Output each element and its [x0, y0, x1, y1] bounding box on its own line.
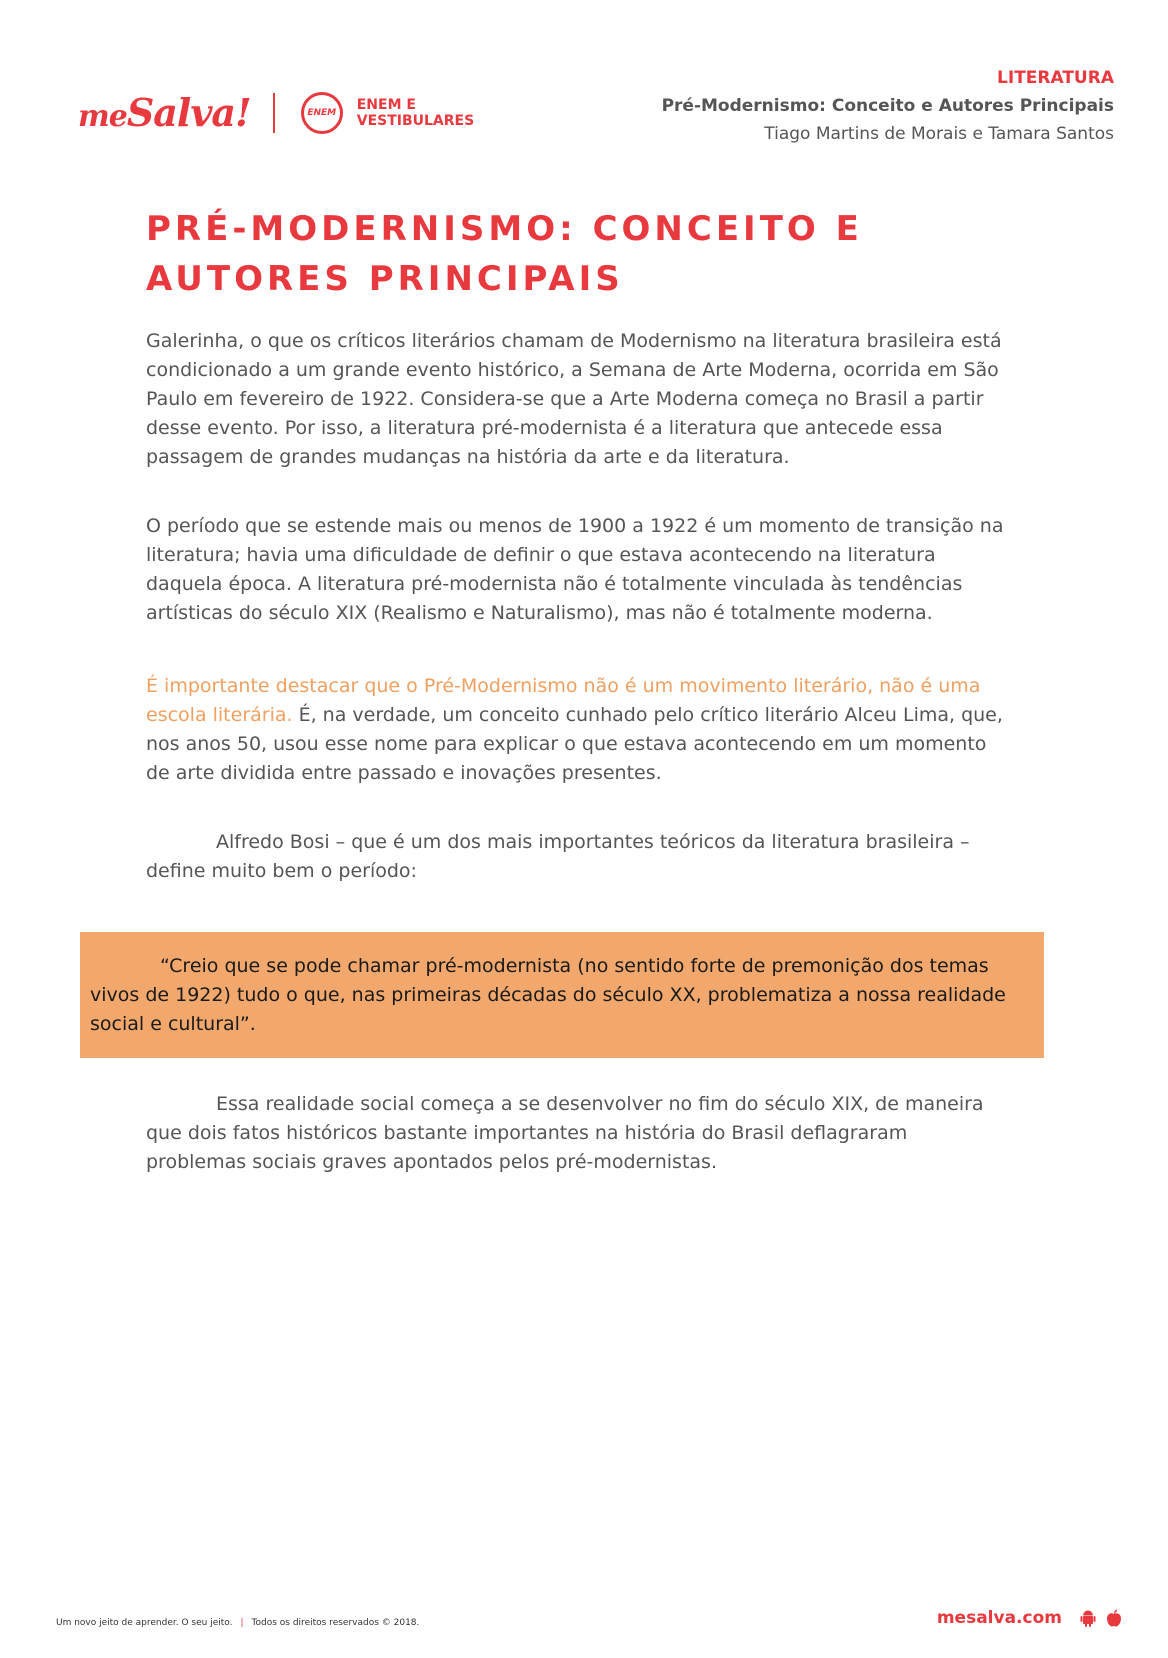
paragraph-concept-rest: É, na verdade, um conceito cunhado pelo crítico literário Alceu Lima, que, nos anos 50, usou esse nome para explicar o que estava acontecendo em um momento de arte dividida entre passado e inovações presentes.	[146, 704, 1003, 784]
footer-left	[56, 1618, 419, 1628]
footer-site-link[interactable]: mesalva.com	[936, 1608, 1062, 1628]
logo-prefix: me	[78, 99, 127, 134]
mesalva-wordmark	[78, 90, 251, 135]
footer-separator: |	[240, 1618, 244, 1628]
apple-icon[interactable]	[1104, 1608, 1124, 1628]
footer-rights: Todos os direitos reservados © 2018.	[251, 1618, 420, 1628]
enem-badge-icon	[301, 92, 343, 134]
paragraph-intro: Galerinha, o que os críticos literários chamam de Modernismo na literatura brasileira está condicionado a um grande evento histórico, a Semana de Arte Moderna, ocorrida em São Paulo em fevereiro de 1922. Considera-se que a Arte Moderna começa no Brasil a partir desse evento. Por isso, a literatura pré-modernista é a literatura que antecede essa passagem de grandes mudanças na história da arte e da literatura.	[146, 330, 1002, 468]
document-header	[662, 64, 1114, 148]
quote-box	[80, 932, 1044, 1058]
paragraph-social-reality: Essa realidade social começa a se desenvolver no fim do século XIX, de maneira que dois fatos históricos bastante importantes na história do Brasil deflagraram problemas sociais graves apontados pelos pré-modernistas.	[146, 1093, 984, 1173]
footer-slogan: Um novo jeito de aprender. O seu jeito.	[56, 1618, 233, 1628]
page-title: PRÉ-MODERNISMO: CONCEITO E AUTORES PRINCIPAIS	[146, 209, 863, 299]
highlighted-statement: É importante destacar que o Pré-Modernismo não é um movimento literário, não é uma escola literária.	[146, 675, 981, 726]
header-title: Pré-Modernismo: Conceito e Autores Principais	[661, 96, 1114, 116]
logo-divider	[273, 93, 275, 133]
enem-label: ENEM E VESTIBULARES	[356, 97, 475, 129]
header-subject: LITERATURA	[997, 68, 1114, 88]
footer-right	[937, 1608, 1124, 1628]
logo-main: Salva!	[126, 90, 251, 135]
enem-badge-text: ENEM	[307, 108, 337, 118]
mesalva-logo	[78, 88, 477, 138]
android-icon[interactable]	[1078, 1608, 1098, 1628]
bosi-quote: “Creio que se pode chamar pré-modernista (no sentido forte de premonição dos temas vivos de 1922) tudo o que, nas primeiras décadas do século XX, problematiza a nossa realidade social e cultural”.	[90, 955, 1006, 1035]
paragraph-period: O período que se estende mais ou menos de 1900 a 1922 é um momento de transição na literatura; havia uma dificuldade de definir o que estava acontecendo na literatura daquela época. A literatura pré-modernista não é totalmente vinculada às tendências artísticas do século XIX (Realismo e Naturalismo), mas não é totalmente moderna.	[146, 515, 1004, 624]
header-authors: Tiago Martins de Morais e Tamara Santos	[764, 124, 1114, 144]
paragraph-concept	[146, 672, 1006, 788]
paragraph-bosi: Alfredo Bosi – que é um dos mais importantes teóricos da literatura brasileira – define muito bem o período:	[146, 831, 970, 882]
